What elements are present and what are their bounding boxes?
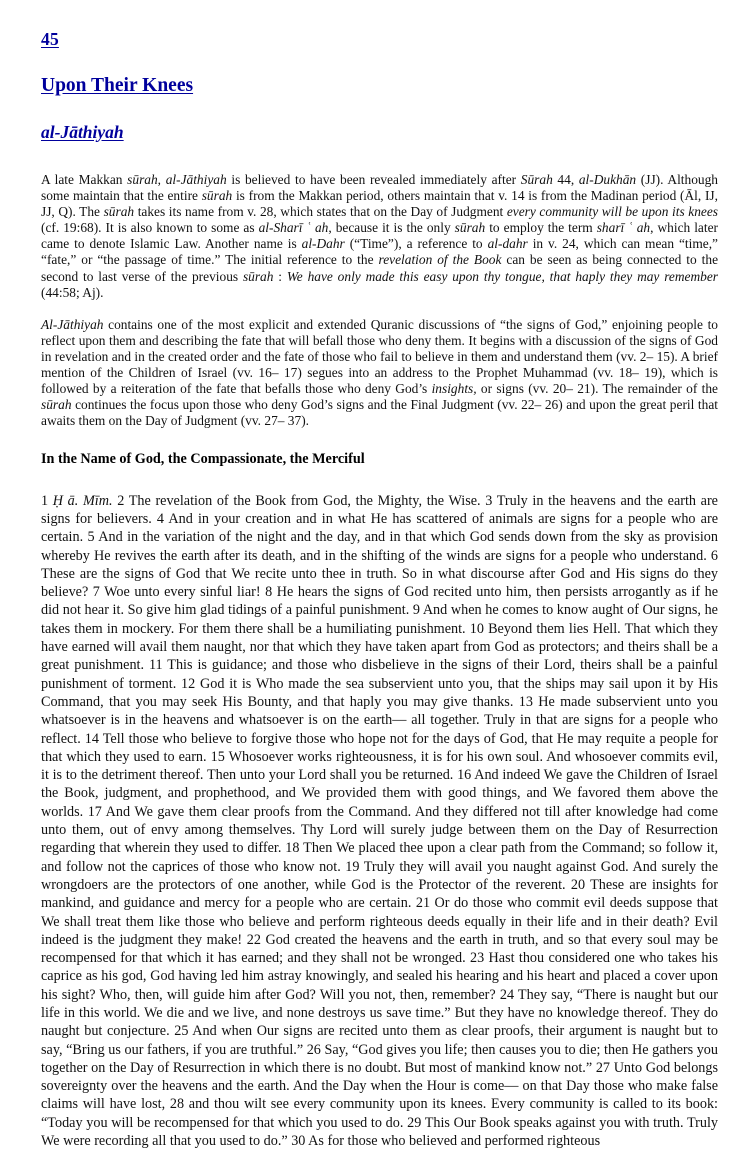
basmalah-heading: In the Name of God, the Compassionate, the Merciful xyxy=(41,451,365,468)
introduction-paragraph-2: Al-Jāthiyah contains one of the most explicit and extended Quranic discussions of “the signs of God,” enjoining people to reflect upon them and describing the fate that will befall those who deny them. It begins with a discussion of the signs of God in revelation and in the created order and the fate of those who fail to believe in them and understand them (vv. 2– 15). A brief mention of the Children of Israel (vv. 16– 17) segues into an address to the Prophet Muhammad (vv. 18– 19), which is followed by a reiteration of the fate that befalls those who deny God’s insights, or signs (vv. 20– 21). The remainder of the sūrah continues the focus upon those who deny God’s signs and the Final Judgment (vv. 22– 26) and upon the great peril that awaits them on the Day of Judgment (vv. 27– 37). xyxy=(41,316,718,429)
introduction-paragraph-1: A late Makkan sūrah, al-Jāthiyah is believed to have been revealed immediately after Sūrah 44, al-Dukhān (JJ). Although some maintain that the entire sūrah is from the Makkan period, others maintain that v. 14 is from the Madinan period (Āl, IJ, JJ, Q). The sūrah takes its name from v. 28, which states that on the Day of Judgment every community will be upon its knees (cf. 19:68). It is also known to some as al-Sharī ʿ ah, because it is the only sūrah to employ the term sharī ʿ ah, which later came to denote Islamic Law. Another name is al-Dahr (“Time”), a reference to al-dahr in v. 24, which can mean “time,” “fate,” or “the passage of time.” The initial reference to the revelation of the Book can be seen as being connected to the second to last verse of the previous sūrah : We have only made this easy upon thy tongue, that haply they may remember (44:58; Aj). xyxy=(41,171,719,300)
surah-title-heading: Upon Their Knees xyxy=(41,75,194,97)
surah-number-heading: 45 xyxy=(41,29,59,49)
verse-body-text: 1 Ḥ ā. Mīm. 2 The revelation of the Book from God, the Mighty, the Wise. 3 Truly in the heavens and the earth are signs for believers. 4 And in your creation and in what He has scattered of animals are signs for a people who are certain. 5 And in the variation of the night and the day, and in that which God sends down from the sky as provision whereby He revives the earth after its death, and in the shifting of the winds are signs for a people who understand. 6 These are the signs of God that We recite unto thee in truth. So in what discourse after God and His signs do they believe? 7 Woe unto every sinful liar! 8 He hears the signs of God recited unto him, then persists arrogantly as if he did not hear it. So give him glad tidings of a painful punishment. 9 And when he comes to know aught of Our signs, he takes them in mockery. For them there shall be a humiliating punishment. 10 Beyond them lies Hell. That which they have earned will avail them naught, nor that which they have taken apart from God as protectors; and theirs shall be a great punishment. 11 This is guidance; and those who disbelieve in the signs of their Lord, theirs shall be a painful punishment of torment. 12 God it is Who made the sea subservient unto you, that the ships may sail upon it by His Command, that you may seek His Bounty, and that haply you may give thanks. 13 He made subservient unto you whatsoever is in the heavens and whatsoever is on the earth— all together. Truly in that are signs for a people who reflect. 14 Tell those who believe to forgive those who hope not for the days of God, that He may requite a people for that which they used to earn. 15 Whosoever works righteousness, it is for his own soul. And whosoever commits evil, it is to the detriment thereof. Then unto your Lord shall you be returned. 16 And indeed We gave the Children of Israel the Book, judgment, and prophethood, and We provided them with good things, and We favored them above the worlds. 17 And We gave them clear proofs from the Command. And they differed not till after knowledge had come unto them, out of envy among themselves. Thy Lord will surely judge between them on the Day of Resurrection regarding that wherein they used to differ. 18 Then We placed thee upon a clear path from the Command; so follow it, and follow not the caprices of those who know not. 19 Truly they will avail you naught against God. And surely the wrongdoers are the protectors of one another, while God is the Protector of the reverent. 20 These are insights for mankind, and guidance and mercy for a people who are certain. 21 Or do those who commit evil deeds suppose that We shall treat them like those who believe and perform righteous deeds equally in their life and in their death? Evil indeed is the judgment they make! 22 God created the heavens and the earth in truth, and so that every soul may be recompensed for that which it has earned; and they shall not be wronged. 23 Hast thou considered one who takes his caprice as his god, God having led him astray knowingly, and sealed his hearing and his heart and placed a cover upon his sight? Who, then, will guide him after God? Will you not, then, remember? 24 They say, “There is naught but our life in this world. We die and we live, and none destroys us save time.” But they have no knowledge thereof. They do naught but conjecture. 25 And when Our signs are recited unto them as clear proofs, their argument is naught but to say, “Bring us our fathers, if you are truthful.” 26 Say, “God gives you life; then causes you to die; then He gathers you together on the Day of Resurrection in which there is no doubt. But most of mankind know not.” 27 Unto God belongs sovereignty over the heavens and the earth. And the Day when the Hour is come— on that Day those who make false claims will have lost, 28 and thou wilt see every community upon its knees. Every community is called to its book: “Today you will be recompensed for that which you used to do. 29 This Our Book speaks against you with truth. Truly We were recording all that you used to do.” 30 As for those who believed and performed righteous xyxy=(41,492,718,1150)
surah-transliterated-title-heading: al-Jāthiyah xyxy=(41,121,124,142)
